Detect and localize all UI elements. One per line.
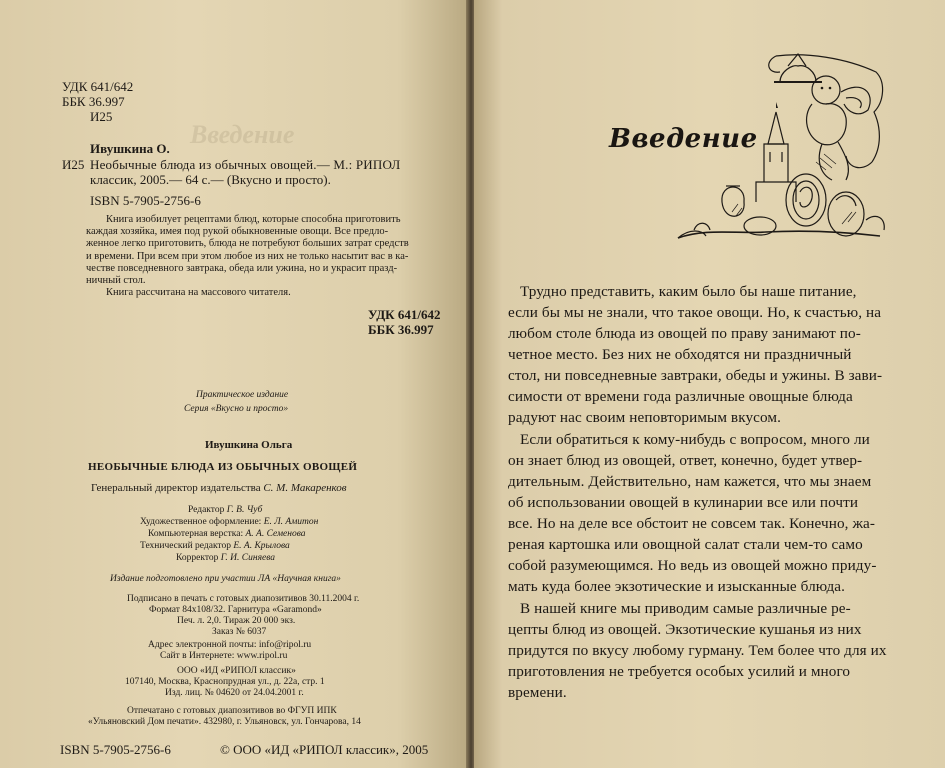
tech-line bbox=[140, 541, 290, 551]
udk-bottom: УДК 641/642 bbox=[368, 307, 441, 322]
director-name: С. М. Макаренков bbox=[263, 482, 347, 494]
body-line: об использовании овощей в кулинарии все или почти bbox=[508, 494, 859, 511]
print-line: Печ. л. 2,0. Тираж 20 000 экз. bbox=[177, 616, 296, 626]
isbn: ISBN 5-7905-2756-6 bbox=[90, 193, 201, 208]
layout-line bbox=[148, 529, 306, 539]
tech-name: Е. А. Крылова bbox=[233, 541, 290, 551]
annotation-line: и времени. При всем при этом любое из них не только насытит вас в ка- bbox=[86, 250, 409, 262]
publisher-name: ООО «ИД «РИПОЛ классик» bbox=[177, 666, 296, 676]
body-line: четное место. Без них не обходятся ни праздничный bbox=[508, 346, 852, 363]
body-line: если бы мы не знали, что такое овощи. Но, к счастью, на bbox=[508, 304, 882, 321]
bleed-through-text: Введение bbox=[190, 120, 295, 149]
body-line: собой разумеющимся. Но ведь из овощей можно приду- bbox=[508, 557, 877, 574]
annotation-line: честве повседневного завтрака, обеда или ужина, но и украсит празд- bbox=[86, 262, 398, 274]
body-line: Если обратиться к кому-нибудь с вопросом, много ли bbox=[520, 431, 870, 448]
edition-type: Практическое издание bbox=[196, 390, 289, 400]
bbk-bottom: ББК 36.997 bbox=[368, 322, 434, 337]
print-line: Формат 84х108/32. Гарнитура «Garamond» bbox=[149, 605, 322, 615]
prepared-note: Издание подготовлено при участии ЛА «Научная книга» bbox=[110, 574, 341, 584]
body-line: дительным. Действительно, нам кажется, что мы знаем bbox=[508, 473, 872, 490]
bib-title: Необычные блюда из обычных овощей.— М.: РИПОЛ bbox=[90, 157, 401, 172]
layout-name: А. А. Семенова bbox=[245, 529, 306, 539]
body-line: мать куда более экзотические и изысканные блюда. bbox=[508, 578, 846, 595]
body-line: Трудно представить, каким было бы наше питание, bbox=[520, 283, 857, 300]
udk-top: УДК 641/642 bbox=[62, 79, 134, 94]
chapter-heading: Введение bbox=[609, 124, 758, 154]
art-name: Е. Л. Амитон bbox=[263, 517, 319, 527]
art-line bbox=[140, 517, 318, 527]
bib-publisher: классик, 2005.— 64 с.— (Вкусно и просто). bbox=[90, 172, 331, 187]
series: Серия «Вкусно и просто» bbox=[184, 404, 289, 414]
annotation bbox=[86, 214, 438, 299]
printed-address: «Ульяновский Дом печати». 432980, г. Ульяновск, ул. Гончарова, 14 bbox=[88, 717, 361, 727]
author-full: Ивушкина Ольга bbox=[205, 439, 293, 451]
body-line: симости от времени года различные овощные блюда bbox=[508, 388, 853, 405]
art-label: Художественное оформление: bbox=[140, 517, 262, 527]
bbk-top: ББК 36.997 bbox=[62, 94, 125, 109]
body-line: времени. bbox=[508, 684, 567, 701]
corrector-label: Корректор bbox=[176, 553, 219, 563]
body-line: любом столе блюда из овощей по праву занимают по- bbox=[508, 325, 861, 342]
bib-author: Ивушкина О. bbox=[90, 141, 170, 156]
corrector-line bbox=[176, 553, 275, 563]
annotation-line: Книга рассчитана на массового читателя. bbox=[106, 287, 291, 299]
printed-by: Отпечатано с готовых диапозитивов во ФГУП ИПК bbox=[127, 706, 337, 716]
layout-label: Компьютерная верстка: bbox=[148, 529, 244, 539]
body-line: приготовления не требуется особых усилий и много bbox=[508, 663, 851, 680]
body-line: радуют нас своим неповторимым вкусом. bbox=[508, 409, 782, 426]
corrector-name: Г. И. Синяева bbox=[220, 553, 276, 563]
author-code: И25 bbox=[62, 157, 85, 172]
annotation-line: Книга изобилует рецептами блюд, которые способна приготовить bbox=[106, 214, 401, 225]
annotation-line: женное легко приготовить, блюда не потребуют больших затрат средств bbox=[86, 238, 409, 250]
print-line: Заказ № 6037 bbox=[212, 627, 267, 637]
copyright: © ООО «ИД «РИПОЛ классик», 2005 bbox=[220, 742, 429, 757]
body-line: цепты блюд из овощей. Экзотические кушанья из них bbox=[508, 621, 862, 638]
code-top: И25 bbox=[90, 109, 113, 124]
body-line: В нашей книге мы приводим самые различные ре- bbox=[520, 600, 851, 617]
editor-name: Г. В. Чуб bbox=[226, 505, 263, 515]
body-line: реная картошка или овощной салат стали чем-то само bbox=[508, 536, 863, 553]
tech-label: Технический редактор bbox=[140, 541, 231, 551]
body-line: все. Но на деле все обстоит не совсем так. Конечно, жа- bbox=[508, 515, 876, 532]
book-title: НЕОБЫЧНЫЕ БЛЮДА ИЗ ОБЫЧНЫХ ОВОЩЕЙ bbox=[88, 461, 358, 473]
director-line bbox=[91, 482, 347, 494]
director-label: Генеральный директор издательства bbox=[91, 482, 261, 494]
body-line: придутся по вкусу любому гурману. Тем более что для их bbox=[508, 642, 887, 659]
body-line: стол, ни повседневные завтраки, обеды и ужины. В зави- bbox=[508, 367, 883, 384]
isbn-bottom: ISBN 5-7905-2756-6 bbox=[60, 742, 171, 757]
editor-line bbox=[188, 505, 262, 515]
editor-label: Редактор bbox=[188, 505, 225, 515]
publisher-license: Изд. лиц. № 04620 от 24.04.2001 г. bbox=[165, 688, 304, 698]
annotation-line: каждая хозяйка, имея под рукой обыкновенные овощи. Все предло- bbox=[86, 226, 389, 238]
cherub-still-life-illustration bbox=[676, 52, 890, 248]
body-line: он знает блюд из овощей, ответ, конечно, будет утвер- bbox=[508, 452, 863, 469]
site: Сайт в Интернете: www.ripol.ru bbox=[160, 651, 288, 661]
email: Адрес электронной почты: info@ripol.ru bbox=[148, 640, 312, 650]
annotation-line: ничный стол. bbox=[86, 275, 146, 287]
publisher-address: 107140, Москва, Краснопрудная ул., д. 22а, стр. 1 bbox=[125, 677, 325, 687]
print-line: Подписано в печать с готовых диапозитивов 30.11.2004 г. bbox=[127, 594, 360, 604]
left-page bbox=[0, 0, 468, 768]
